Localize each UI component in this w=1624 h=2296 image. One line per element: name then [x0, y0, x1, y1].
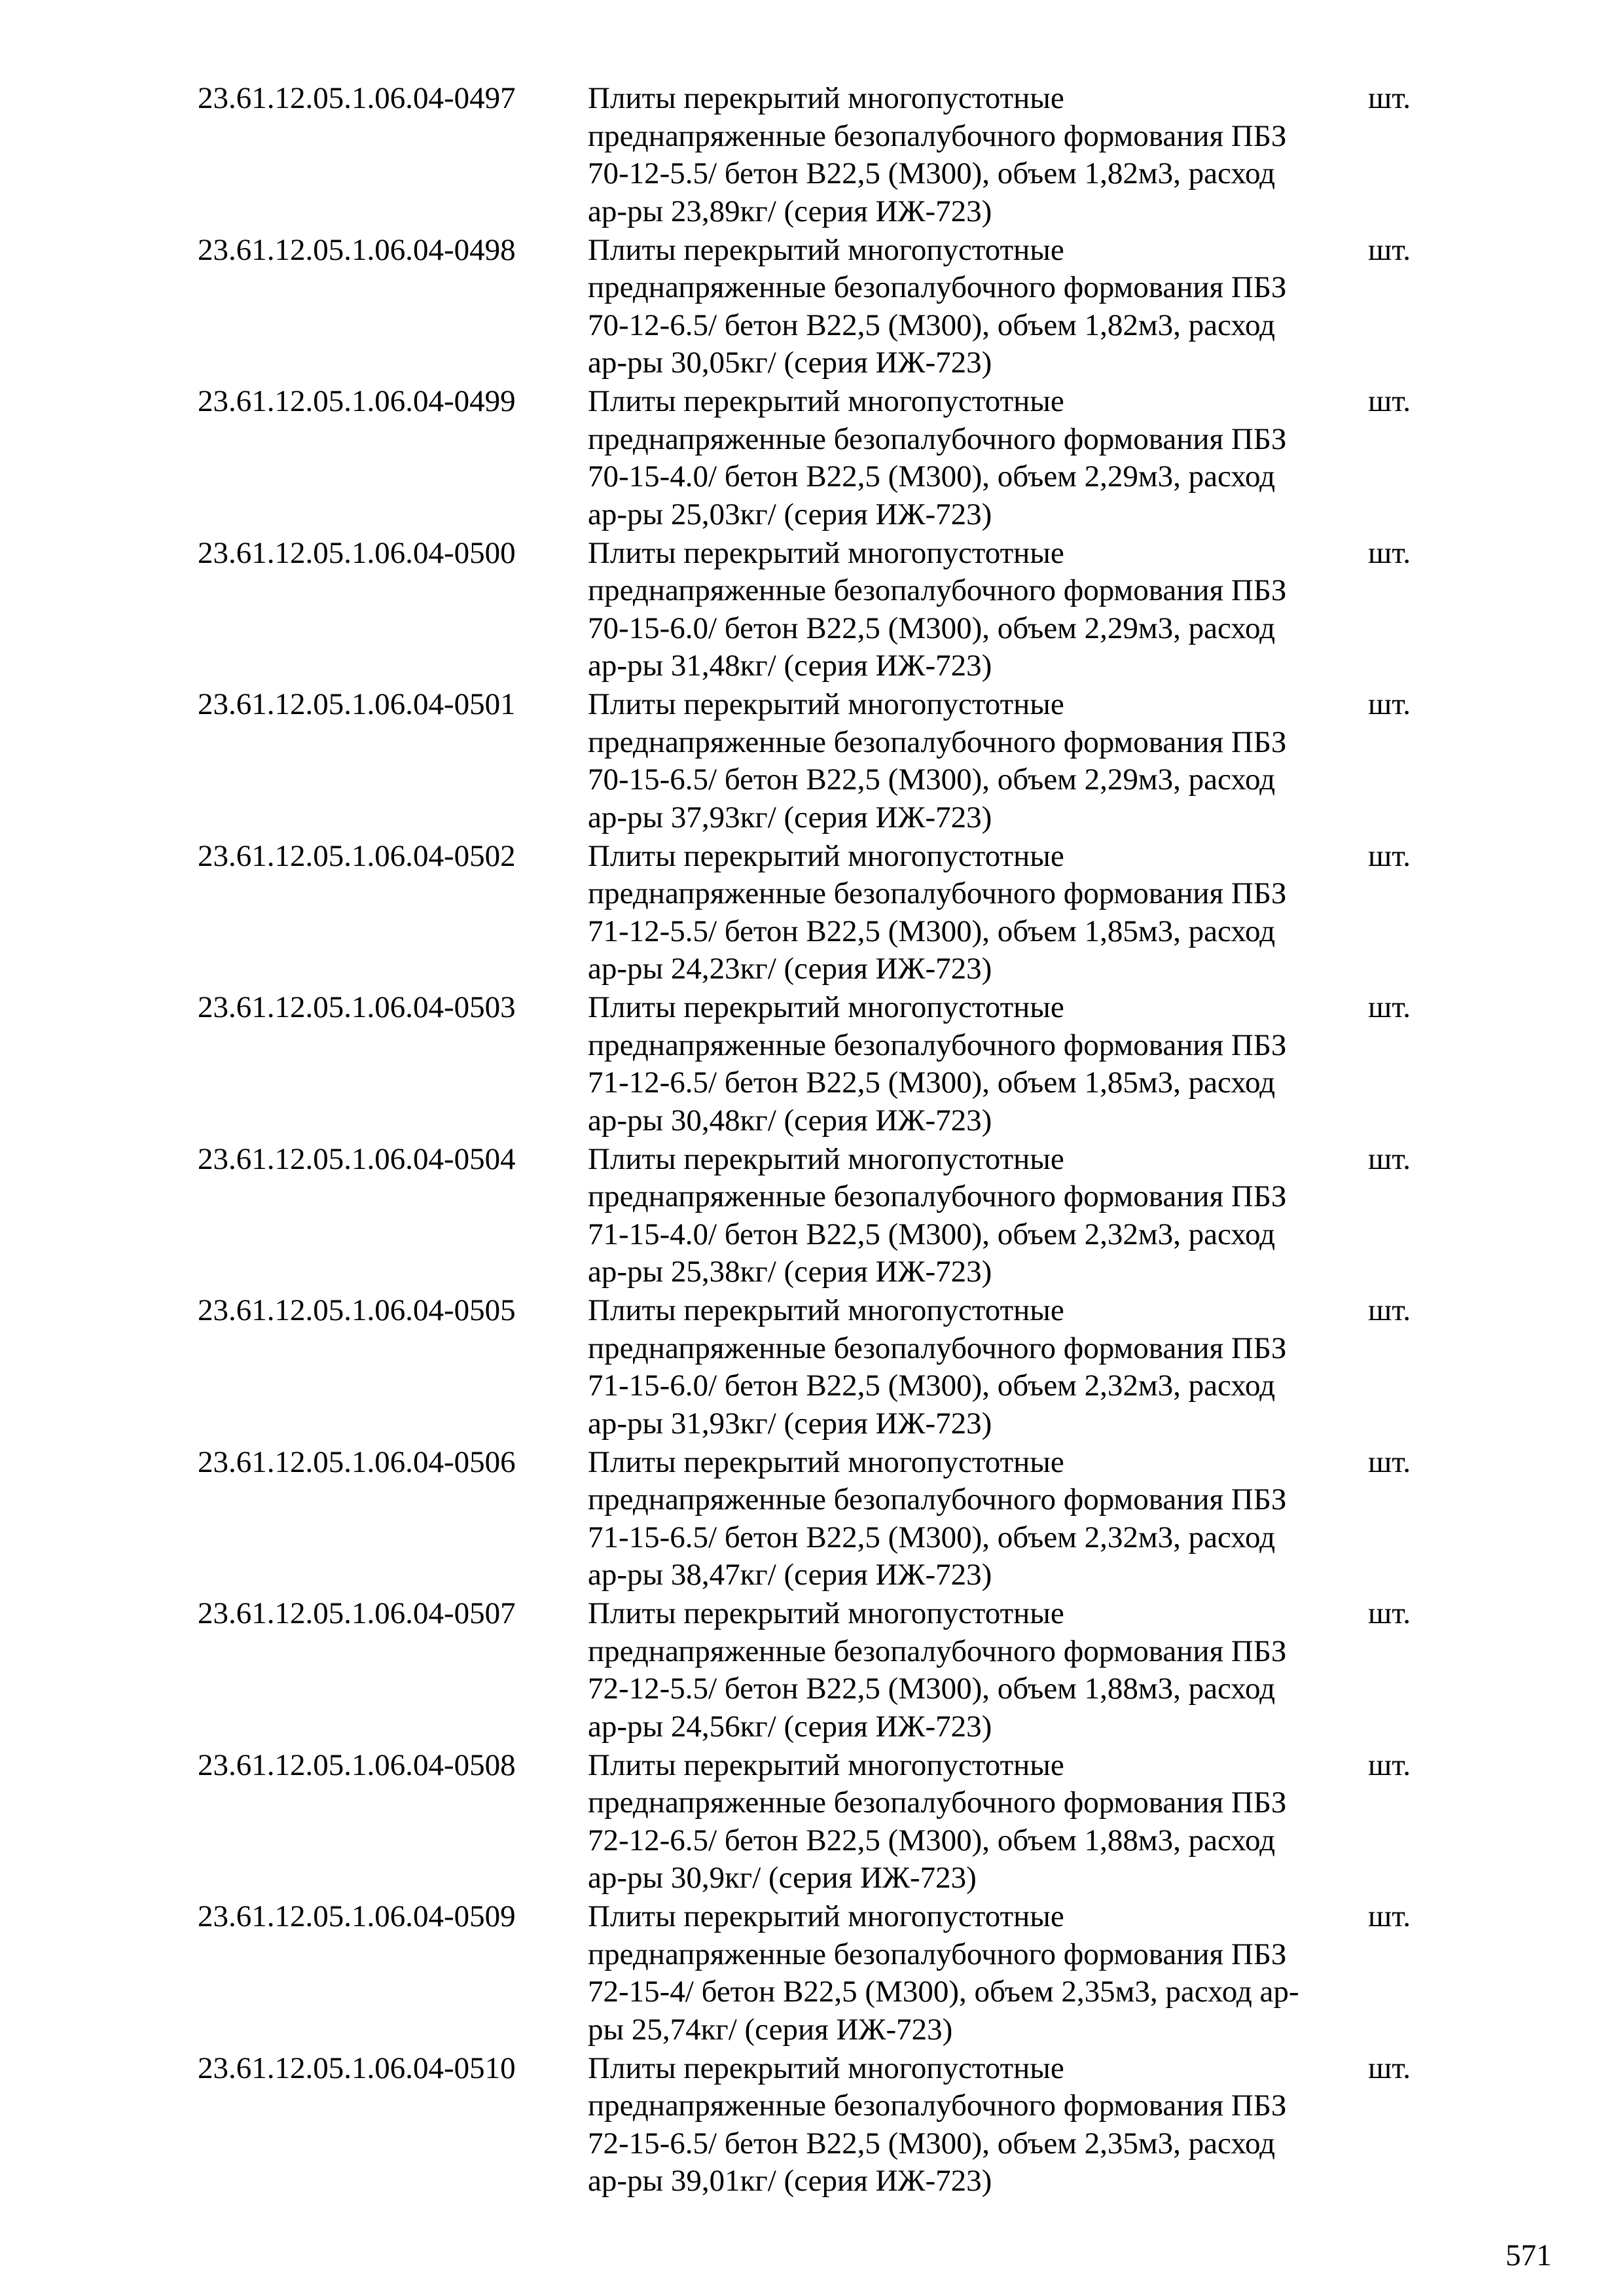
description-line: 70-15-6.5/ бетон В22,5 (М300), объем 2,29м3, расход — [588, 762, 1276, 797]
description-line: 70-12-6.5/ бетон В22,5 (М300), объем 1,82м3, расход — [588, 308, 1276, 342]
description-line: ар-ры 24,23кг/ (серия ИЖ-723) — [588, 952, 992, 986]
item-unit: шт. — [1368, 1444, 1411, 1479]
description-line: преднапряженные безопалубочного формования ПБЗ — [588, 1482, 1287, 1516]
table-row — [0, 1444, 1624, 1596]
description-line: Плиты перекрытий многопустотные — [588, 535, 1064, 570]
item-code: 23.61.12.05.1.06.04-0509 — [198, 1899, 516, 1933]
description-line: 71-12-6.5/ бетон В22,5 (М300), объем 1,85м3, расход — [588, 1066, 1276, 1100]
description-line: Плиты перекрытий многопустотные — [588, 2051, 1064, 2085]
description-line: 71-15-6.0/ бетон В22,5 (М300), объем 2,32м3, расход — [588, 1369, 1276, 1403]
description-line: Плиты перекрытий многопустотные — [588, 1293, 1064, 1327]
description-line: 72-15-6.5/ бетон В22,5 (М300), объем 2,35м3, расход — [588, 2126, 1276, 2161]
item-description — [588, 383, 1373, 533]
description-line: 71-12-5.5/ бетон В22,5 (М300), объем 1,85м3, расход — [588, 914, 1276, 948]
item-description — [588, 686, 1373, 836]
item-description — [588, 535, 1373, 685]
item-code: 23.61.12.05.1.06.04-0508 — [198, 1748, 516, 1782]
description-line: 71-15-4.0/ бетон В22,5 (М300), объем 2,32м3, расход — [588, 1217, 1276, 1251]
item-description — [588, 1898, 1373, 2049]
item-description — [588, 2050, 1373, 2200]
description-line: Плиты перекрытий многопустотные — [588, 232, 1064, 267]
table-row — [0, 686, 1624, 838]
description-line: преднапряженные безопалубочного формования ПБЗ — [588, 725, 1287, 759]
table-row — [0, 989, 1624, 1141]
description-line: 70-12-5.5/ бетон В22,5 (М300), объем 1,82м3, расход — [588, 156, 1276, 190]
description-line: Плиты перекрытий многопустотные — [588, 838, 1064, 873]
description-line: преднапряженные безопалубочного формования ПБЗ — [588, 118, 1287, 153]
item-code: 23.61.12.05.1.06.04-0497 — [198, 81, 516, 115]
description-line: 72-12-5.5/ бетон В22,5 (М300), объем 1,88м3, расход — [588, 1672, 1276, 1706]
item-code: 23.61.12.05.1.06.04-0499 — [198, 384, 516, 418]
description-line: преднапряженные безопалубочного формования ПБЗ — [588, 1028, 1287, 1062]
description-line: ар-ры 30,48кг/ (серия ИЖ-723) — [588, 1103, 992, 1138]
table-row — [0, 1141, 1624, 1293]
item-description — [588, 1292, 1373, 1443]
item-description — [588, 1141, 1373, 1291]
table-row — [0, 80, 1624, 232]
table-row — [0, 1292, 1624, 1444]
description-line: преднапряженные безопалубочного формования ПБЗ — [588, 1331, 1287, 1365]
description-line: преднапряженные безопалубочного формования ПБЗ — [588, 573, 1287, 607]
table-row — [0, 1595, 1624, 1747]
table-row — [0, 535, 1624, 687]
item-description — [588, 1595, 1373, 1746]
page-number: 571 — [1506, 2238, 1552, 2272]
item-code: 23.61.12.05.1.06.04-0501 — [198, 687, 516, 721]
description-line: ар-ры 23,89кг/ (серия ИЖ-723) — [588, 194, 992, 228]
description-line: ар-ры 39,01кг/ (серия ИЖ-723) — [588, 2164, 992, 2198]
item-unit: шт. — [1368, 990, 1411, 1024]
item-unit: шт. — [1368, 384, 1411, 418]
item-code: 23.61.12.05.1.06.04-0502 — [198, 838, 516, 873]
description-line: преднапряженные безопалубочного формования ПБЗ — [588, 1937, 1287, 1971]
item-description — [588, 989, 1373, 1139]
description-line: ар-ры 37,93кг/ (серия ИЖ-723) — [588, 800, 992, 834]
description-line: Плиты перекрытий многопустотные — [588, 1141, 1064, 1176]
item-code: 23.61.12.05.1.06.04-0510 — [198, 2051, 516, 2085]
description-line: преднапряженные безопалубочного формования ПБЗ — [588, 1179, 1287, 1213]
item-unit: шт. — [1368, 232, 1411, 267]
item-unit: шт. — [1368, 2051, 1411, 2085]
description-line: преднапряженные безопалубочного формования ПБЗ — [588, 876, 1287, 910]
description-line: ры 25,74кг/ (серия ИЖ-723) — [588, 2012, 953, 2047]
item-code: 23.61.12.05.1.06.04-0505 — [198, 1293, 516, 1327]
description-line: ар-ры 31,93кг/ (серия ИЖ-723) — [588, 1406, 992, 1441]
item-code: 23.61.12.05.1.06.04-0506 — [198, 1444, 516, 1479]
item-unit: шт. — [1368, 687, 1411, 721]
description-line: Плиты перекрытий многопустотные — [588, 990, 1064, 1024]
table-row — [0, 1747, 1624, 1899]
item-unit: шт. — [1368, 81, 1411, 115]
item-code: 23.61.12.05.1.06.04-0503 — [198, 990, 516, 1024]
item-description — [588, 80, 1373, 230]
description-line: ар-ры 25,38кг/ (серия ИЖ-723) — [588, 1255, 992, 1289]
item-unit: шт. — [1368, 1748, 1411, 1782]
price-table — [0, 80, 1624, 2201]
item-unit: шт. — [1368, 1596, 1411, 1630]
description-line: Плиты перекрытий многопустотные — [588, 1596, 1064, 1630]
item-description — [588, 232, 1373, 382]
item-code: 23.61.12.05.1.06.04-0500 — [198, 535, 516, 570]
description-line: 72-15-4/ бетон В22,5 (М300), объем 2,35м3, расход ар- — [588, 1975, 1299, 2009]
item-code: 23.61.12.05.1.06.04-0504 — [198, 1141, 516, 1176]
table-row — [0, 232, 1624, 384]
item-unit: шт. — [1368, 838, 1411, 873]
description-line: Плиты перекрытий многопустотные — [588, 1899, 1064, 1933]
description-line: преднапряженные безопалубочного формования ПБЗ — [588, 1785, 1287, 1820]
description-line: ар-ры 30,9кг/ (серия ИЖ-723) — [588, 1861, 977, 1895]
description-line: ар-ры 24,56кг/ (серия ИЖ-723) — [588, 1709, 992, 1744]
table-row — [0, 2050, 1624, 2202]
item-unit: шт. — [1368, 1141, 1411, 1176]
item-description — [588, 1747, 1373, 1897]
description-line: ар-ры 38,47кг/ (серия ИЖ-723) — [588, 1558, 992, 1592]
description-line: преднапряженные безопалубочного формования ПБЗ — [588, 422, 1287, 456]
table-row — [0, 383, 1624, 535]
description-line: преднапряженные безопалубочного формования ПБЗ — [588, 2089, 1287, 2123]
description-line: преднапряженные безопалубочного формования ПБЗ — [588, 270, 1287, 304]
item-unit: шт. — [1368, 1899, 1411, 1933]
description-line: Плиты перекрытий многопустотные — [588, 1444, 1064, 1479]
description-line: 71-15-6.5/ бетон В22,5 (М300), объем 2,32м3, расход — [588, 1520, 1276, 1554]
item-description — [588, 1444, 1373, 1594]
item-unit: шт. — [1368, 535, 1411, 570]
description-line: Плиты перекрытий многопустотные — [588, 1748, 1064, 1782]
description-line: ар-ры 31,48кг/ (серия ИЖ-723) — [588, 649, 992, 683]
item-unit: шт. — [1368, 1293, 1411, 1327]
table-row — [0, 1898, 1624, 2050]
description-line: Плиты перекрытий многопустотные — [588, 687, 1064, 721]
description-line: ар-ры 25,03кг/ (серия ИЖ-723) — [588, 497, 992, 531]
description-line: 72-12-6.5/ бетон В22,5 (М300), объем 1,88м3, расход — [588, 1823, 1276, 1857]
item-description — [588, 838, 1373, 988]
description-line: Плиты перекрытий многопустотные — [588, 384, 1064, 418]
description-line: Плиты перекрытий многопустотные — [588, 81, 1064, 115]
description-line: преднапряженные безопалубочного формования ПБЗ — [588, 1634, 1287, 1668]
description-line: 70-15-6.0/ бетон В22,5 (М300), объем 2,29м3, расход — [588, 611, 1276, 645]
item-code: 23.61.12.05.1.06.04-0507 — [198, 1596, 516, 1630]
table-row — [0, 838, 1624, 990]
description-line: ар-ры 30,05кг/ (серия ИЖ-723) — [588, 346, 992, 380]
description-line: 70-15-4.0/ бетон В22,5 (М300), объем 2,29м3, расход — [588, 459, 1276, 493]
item-code: 23.61.12.05.1.06.04-0498 — [198, 232, 516, 267]
